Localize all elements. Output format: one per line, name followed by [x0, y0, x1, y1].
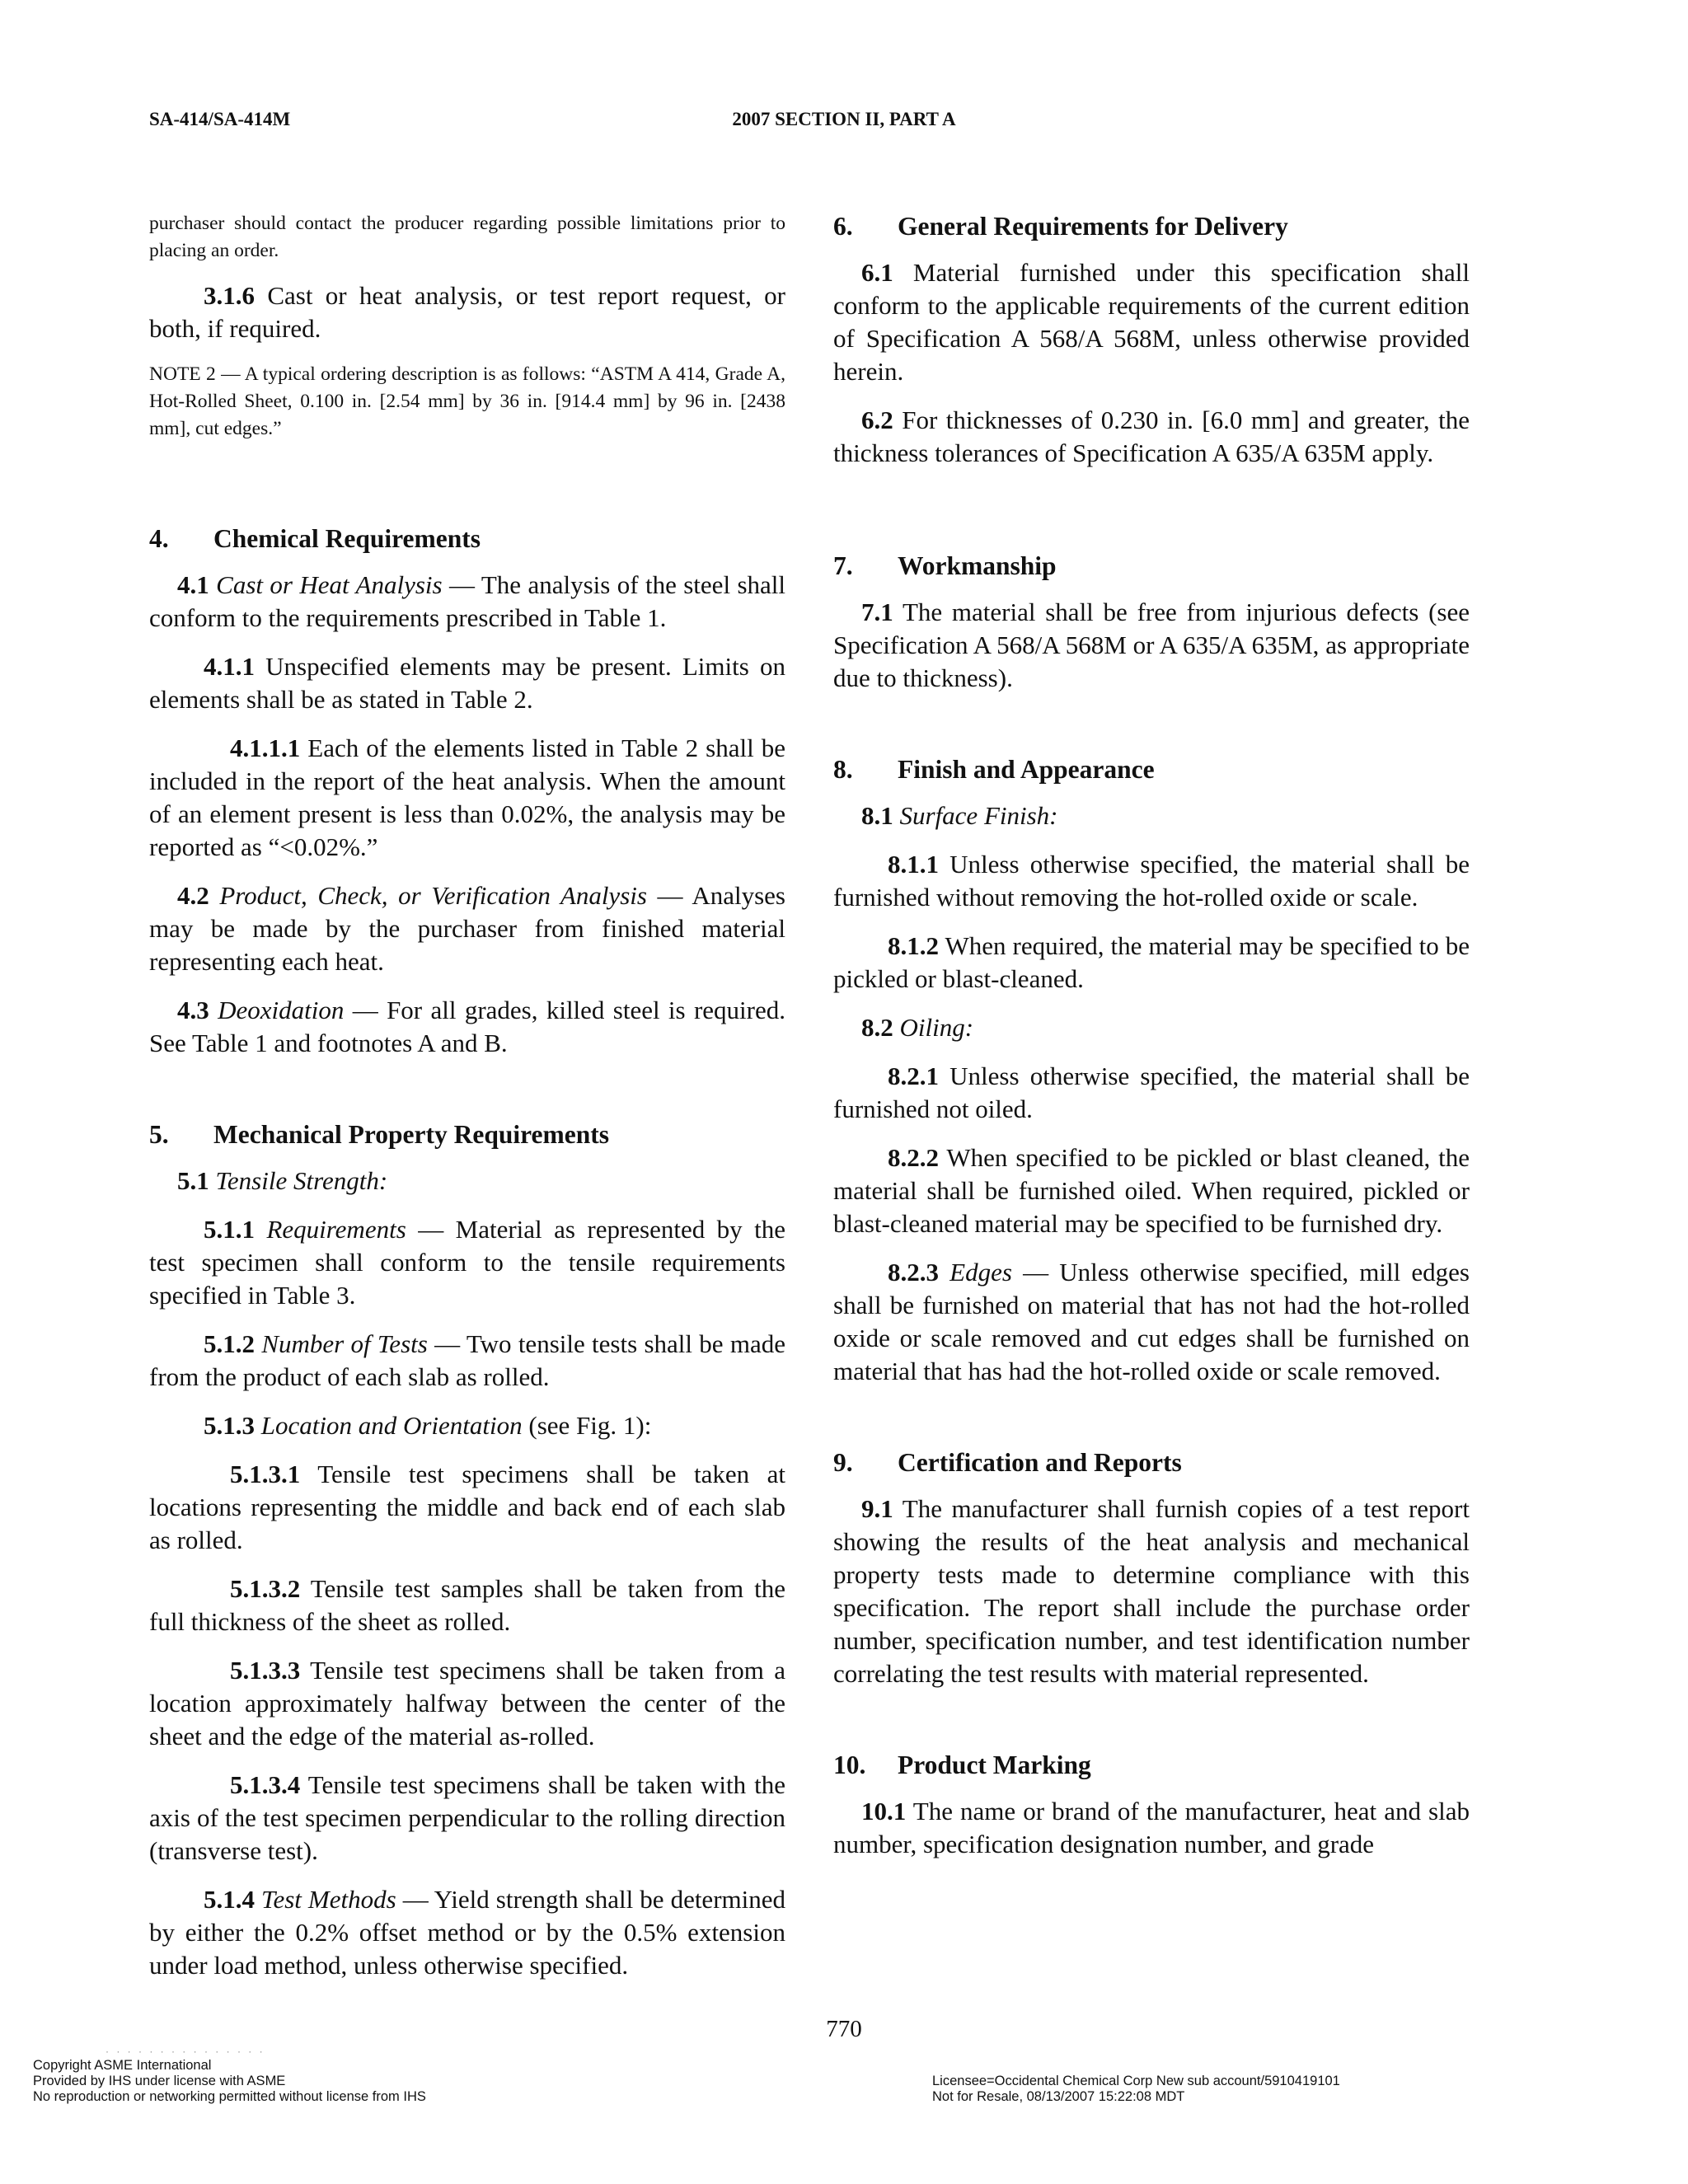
section-heading-9	[833, 1446, 1470, 1479]
paragraph-text: Cast or heat analysis, or test report request, or both, if required.	[149, 281, 785, 343]
paragraph-number: 4.3	[177, 996, 209, 1024]
paragraph-text: Unless otherwise specified, the material shall be furnished without removing the hot-rolled oxide or scale.	[833, 850, 1470, 912]
paragraph-text: When required, the material may be specified to be pickled or blast-cleaned.	[833, 931, 1470, 993]
paragraph-number: 8.2.1	[888, 1062, 939, 1090]
paragraph-caption: Product, Check, or Verification Analysis	[219, 881, 647, 910]
paragraph-number: 8.2	[861, 1013, 893, 1042]
paragraph-number: 4.1.1.1	[230, 733, 301, 762]
paragraph-caption: Oiling:	[899, 1013, 974, 1042]
paragraph-text: Tensile test specimens shall be taken from a location approximately halfway between the center of the sheet and the edge of the material as-rolled.	[149, 1656, 785, 1750]
page-header	[149, 109, 1539, 142]
paragraph-number: 8.1.2	[888, 931, 939, 960]
header-section-title: 2007 SECTION II, PART A	[732, 109, 956, 129]
footer-copyright	[33, 2058, 426, 2105]
paragraph-number: 5.1	[177, 1166, 209, 1195]
paragraph-text: — Material as represented by the test specimen shall conform to the tensile requirements specified in Table 3.	[149, 1215, 786, 1310]
paragraph-9-1	[833, 1493, 1470, 1690]
section-title: Finish and Appearance	[898, 755, 1155, 784]
paragraph-number: 8.2.2	[888, 1143, 939, 1172]
paragraph-5-1	[149, 1165, 785, 1197]
paragraph-number: 3.1.6	[204, 281, 255, 310]
paragraph-5-1-4	[149, 1883, 785, 1982]
paragraph-number: 10.1	[861, 1797, 907, 1825]
paragraph-8-1-2	[833, 930, 1470, 996]
paragraph-caption: Location and Orientation	[260, 1411, 523, 1440]
paragraph-5-1-3-2	[149, 1572, 785, 1638]
paragraph-caption: Cast or Heat Analysis	[216, 570, 443, 599]
paragraph-6-2	[833, 404, 1470, 470]
paragraph-number: 6.2	[861, 405, 893, 434]
section-title: Product Marking	[898, 1750, 1091, 1779]
paragraph-caption: Requirements	[266, 1215, 406, 1244]
paragraph-number: 5.1.3.1	[230, 1460, 301, 1488]
paragraph-caption: Edges	[950, 1258, 1012, 1286]
section-heading-10	[833, 1749, 1470, 1782]
paragraph-text: — The analysis of the steel shall conform to the requirements prescribed in Table 1.	[149, 570, 786, 632]
paragraph-number: 5.1.3.4	[230, 1770, 301, 1799]
paragraph-5-1-3	[149, 1409, 785, 1442]
paragraph-8-2-3	[833, 1256, 1470, 1388]
paragraph-caption: Surface Finish:	[899, 801, 1058, 830]
section-number: 6.	[833, 212, 853, 241]
section-number: 9.	[833, 1448, 853, 1477]
paragraph-number: 9.1	[861, 1494, 893, 1523]
section-number: 4.	[149, 524, 169, 553]
paragraph-4-1-1	[149, 650, 785, 716]
paragraph-text: The manufacturer shall furnish copies of a test report showing the results of the heat analysis and mechanical property tests made to determine compliance with this specification. The report shall include the purchase order number, specification number, and test identification number correlating the test results with material represented.	[833, 1494, 1470, 1688]
section-heading-6	[833, 210, 1470, 243]
paragraph-5-1-1	[149, 1213, 785, 1312]
paragraph-text: — Analyses may be made by the purchaser from finished material representing each heat.	[149, 881, 785, 976]
scan-artifact-dots: · · · · · · · · · · · · · · ·	[106, 2046, 265, 2057]
paragraph-text: For thicknesses of 0.230 in. [6.0 mm] and greater, the thickness tolerances of Specification A 635/A 635M apply.	[833, 405, 1470, 467]
paragraph-5-1-3-1	[149, 1458, 785, 1557]
paragraph-4-1	[149, 569, 785, 635]
paragraph-3-1-6	[149, 279, 785, 345]
section-number: 7.	[833, 551, 853, 580]
paragraph-text: Tensile test specimens shall be taken at locations representing the middle and back end of each slab as rolled.	[149, 1460, 785, 1554]
paragraph-8-1-1	[833, 848, 1470, 914]
paragraph-number: 4.2	[177, 881, 209, 910]
paragraph-number: 6.1	[861, 258, 893, 287]
paragraph-4-2	[149, 879, 785, 978]
footer-line: Provided by IHS under license with ASME	[33, 2074, 286, 2088]
note-2: NOTE 2 — A typical ordering description is as follows: “ASTM A 414, Grade A, Hot-Rolled Sheet, 0.100 in. [2.54 mm] by 36 in. [914.4 mm] by 96 in. [2438 mm], cut edges.”	[149, 363, 785, 439]
paragraph-text: Tensile test specimens shall be taken with the axis of the test specimen perpendicular to the rolling direction (transverse test).	[149, 1770, 785, 1865]
paragraph-caption: Test Methods	[261, 1885, 396, 1914]
paragraph-caption: Number of Tests	[261, 1329, 428, 1358]
paragraph-6-1	[833, 256, 1470, 388]
header-spec-number: SA-414/SA-414M	[149, 109, 291, 129]
paragraph-text: — Yield strength shall be determined by either the 0.2% offset method or by the 0.5% extension under load method, unless otherwise specified.	[149, 1885, 786, 1980]
section-title: Certification and Reports	[898, 1448, 1182, 1477]
paragraph-text: Tensile test samples shall be taken from the full thickness of the sheet as rolled.	[149, 1574, 785, 1636]
paragraph-number: 4.1	[177, 570, 209, 599]
paragraph-number: 8.1.1	[888, 850, 939, 879]
paragraph-number: 5.1.3.2	[230, 1574, 301, 1603]
paragraph-number: 5.1.3	[204, 1411, 255, 1440]
footer-line: No reproduction or networking permitted without license from IHS	[33, 2089, 426, 2104]
section-title: Workmanship	[898, 551, 1057, 580]
section-title: General Requirements for Delivery	[898, 212, 1288, 241]
paragraph-continuation: purchaser should contact the producer regarding possible limitations prior to placing an order.	[149, 213, 785, 261]
page-number: 770	[826, 2016, 862, 2042]
section-number: 8.	[833, 755, 853, 784]
paragraph-number: 5.1.4	[204, 1885, 255, 1914]
section-heading-4	[149, 523, 785, 555]
paragraph-5-1-3-3	[149, 1654, 785, 1753]
paragraph-4-1-1-1	[149, 732, 785, 864]
section-heading-7	[833, 550, 1470, 583]
paragraph-text: The name or brand of the manufacturer, heat and slab number, specification designation number, and grade	[833, 1797, 1470, 1858]
paragraph-number: 5.1.3.3	[230, 1656, 301, 1685]
paragraph-number: 4.1.1	[204, 652, 255, 681]
section-title: Chemical Requirements	[213, 524, 481, 553]
paragraph-text: — Two tensile tests shall be made from the product of each slab as rolled.	[149, 1329, 785, 1391]
paragraph-text: The material shall be free from injurious defects (see Specification A 568/A 568M or A 635/A 635M, as appropriate due to thickness).	[833, 598, 1470, 692]
paragraph-8-2	[833, 1011, 1470, 1044]
section-number: 5.	[149, 1120, 169, 1149]
paragraph-number: 8.2.3	[888, 1258, 939, 1286]
paragraph-8-1	[833, 799, 1470, 832]
section-heading-8	[833, 753, 1470, 786]
paragraph-number: 7.1	[861, 598, 893, 626]
footer-line: Licensee=Occidental Chemical Corp New sub account/5910419101	[932, 2074, 1340, 2088]
paragraph-8-2-1	[833, 1060, 1470, 1126]
paragraph-text: Unless otherwise specified, the material shall be furnished not oiled.	[833, 1062, 1470, 1123]
paragraph-caption: Deoxidation	[218, 996, 345, 1024]
left-column	[149, 210, 785, 1998]
footer-line: Not for Resale, 08/13/2007 15:22:08 MDT	[932, 2089, 1185, 2104]
paragraph-text: (see Fig. 1):	[522, 1411, 652, 1440]
right-column	[833, 210, 1470, 1877]
paragraph-10-1	[833, 1795, 1470, 1861]
paragraph-text: — Unless otherwise specified, mill edges shall be furnished on material that has not had the hot-rolled oxide or scale removed and cut edges shall be furnished on material that has had the hot-rolled oxide or scale removed.	[833, 1258, 1470, 1385]
paragraph-number: 5.1.1	[204, 1215, 255, 1244]
paragraph-caption: Tensile Strength:	[215, 1166, 388, 1195]
paragraph-text: — For all grades, killed steel is required. See Table 1 and footnotes A and B.	[149, 996, 785, 1057]
paragraph-text: Each of the elements listed in Table 2 shall be included in the report of the heat analysis. When the amount of an element present is less than 0.02%, the analysis may be reported as “<0.02%.”	[149, 733, 785, 861]
paragraph-number: 8.1	[861, 801, 893, 830]
paragraph-text: Material furnished under this specification shall conform to the applicable requirements of the current edition of Specification A 568/A 568M, unless otherwise provided herein.	[833, 258, 1470, 386]
paragraph-4-3	[149, 994, 785, 1060]
section-title: Mechanical Property Requirements	[213, 1120, 609, 1149]
paragraph-8-2-2	[833, 1141, 1470, 1240]
footer-line: Copyright ASME International	[33, 2058, 212, 2073]
paragraph-7-1	[833, 596, 1470, 695]
paragraph-5-1-3-4	[149, 1769, 785, 1868]
paragraph-text: When specified to be pickled or blast cleaned, the material shall be furnished oiled. When required, pickled or blast-cleaned material may be specified to be furnished dry.	[833, 1143, 1470, 1238]
section-number: 10.	[833, 1750, 866, 1779]
footer-license	[932, 2074, 1340, 2105]
paragraph-text: Unspecified elements may be present. Limits on elements shall be as stated in Table 2.	[149, 652, 785, 714]
paragraph-number: 5.1.2	[204, 1329, 255, 1358]
paragraph-5-1-2	[149, 1328, 785, 1394]
section-heading-5	[149, 1118, 785, 1151]
